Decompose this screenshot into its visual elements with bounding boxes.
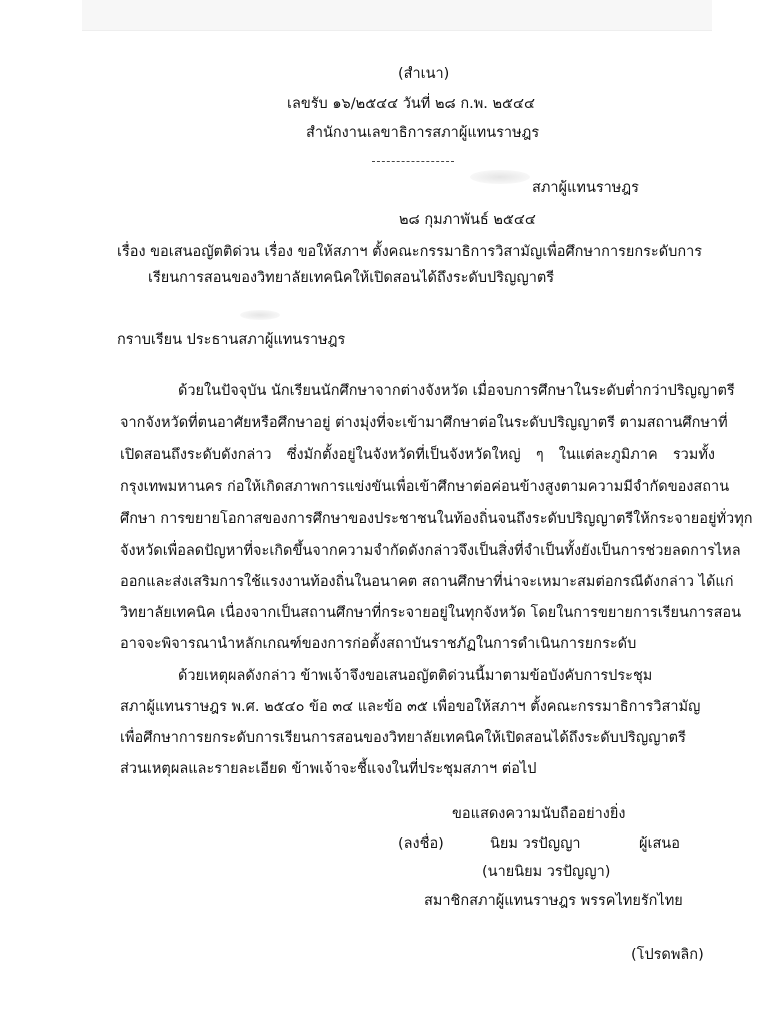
salutation: กราบเรียน ประธานสภาผู้แทนราษฎร bbox=[117, 332, 346, 348]
signer-position: สมาชิกสภาผู้แทนราษฎร พรรคไทยรักไทย bbox=[424, 893, 683, 909]
paragraph-line: ส่วนเหตุผลและรายละเอียด ข้าพเจ้าจะชี้แจงในที่ประชุมสภาฯ ต่อไป bbox=[120, 761, 537, 777]
paragraph-line: เปิดสอนถึงระดับดังกล่าว ซึ่งมักตั้งอยู่ในจังหวัดที่เป็นจังหวัดใหญ่ ๆ ในแต่ละภูมิภาค รวมทั้ง bbox=[120, 447, 715, 463]
paragraph-line: ด้วยเหตุผลดังกล่าว ข้าพเจ้าจึงขอเสนอญัตติด่วนนี้มาตามข้อบังคับการประชุม bbox=[178, 668, 653, 684]
paragraph-line: ออกและส่งเสริมการใช้แรงงานท้องถิ่นในอนาคต สถานศึกษาที่น่าจะเหมาะสมต่อกรณีดังกล่าว ได้แก่ bbox=[120, 574, 734, 590]
receiving-office: สำนักงานเลขาธิการสภาผู้แทนราษฎร bbox=[306, 125, 540, 141]
closing-phrase: ขอแสดงความนับถืออย่างยิ่ง bbox=[452, 806, 626, 822]
scan-smudge bbox=[240, 310, 280, 320]
scan-top-strip bbox=[82, 0, 712, 31]
proposer-role: ผู้เสนอ bbox=[639, 836, 680, 852]
paragraph-line: กรุงเทพมหานคร ก่อให้เกิดสภาพการแข่งขันเพื่อเข้าศึกษาต่อค่อนข้างสูงตามความมีจำกัดของสถาน bbox=[120, 479, 730, 495]
paragraph-line: ด้วยในปัจจุบัน นักเรียนนักศึกษาจากต่างจังหวัด เมื่อจบการศึกษาในระดับต่ำกว่าปริญญาตรี bbox=[178, 383, 735, 399]
paragraph-line: วิทยาลัยเทคนิค เนื่องจากเป็นสถานศึกษาที่กระจายอยู่ในทุกจังหวัด โดยในการขยายการเรียนการสอน bbox=[120, 605, 742, 621]
addressee-org: สภาผู้แทนราษฎร bbox=[532, 180, 639, 196]
subject-line-1: เรื่อง ขอเสนอญัตติด่วน เรื่อง ขอให้สภาฯ ตั้งคณะกรรมาธิการวิสามัญเพื่อศึกษาการยกระดับการ bbox=[117, 244, 703, 260]
subject-line-2: เรียนการสอนของวิทยาลัยเทคนิคให้เปิดสอนได้ถึงระดับปริญญาตรี bbox=[148, 270, 555, 286]
paragraph-line: จังหวัดเพื่อลดปัญหาที่จะเกิดขึ้นจากความจำกัดดังกล่าวจึงเป็นสิ่งที่จำเป็นทั้งยังเป็นการช่วยลดการไหล bbox=[120, 543, 741, 559]
paragraph-line: เพื่อศึกษาการยกระดับการเรียนการสอนของวิทยาลัยเทคนิคให้เปิดสอนได้ถึงระดับปริญญาตรี bbox=[120, 730, 686, 746]
receipt-number-line: เลขรับ ๑๖/๒๕๔๔ วันที่ ๒๘ ก.พ. ๒๕๔๔ bbox=[287, 96, 535, 112]
document-date: ๒๘ กุมภาพันธ์ ๒๕๔๔ bbox=[399, 212, 536, 228]
page-turn-note: (โปรดพลิก) bbox=[631, 947, 704, 963]
printed-name: (นายนิยม วรปัญญา) bbox=[482, 864, 611, 880]
scan-smudge bbox=[470, 170, 530, 184]
paragraph-line: สภาผู้แทนราษฎร พ.ศ. ๒๕๔๐ ข้อ ๓๔ และข้อ ๓๕ เพื่อขอให้สภาฯ ตั้งคณะกรรมาธิการวิสามัญ bbox=[120, 699, 701, 715]
separator-line bbox=[372, 161, 454, 162]
copy-mark: (สำเนา) bbox=[398, 66, 450, 82]
signer-name: นิยม วรปัญญา bbox=[490, 836, 581, 852]
paragraph-line: จากจังหวัดที่ตนอาศัยหรือศึกษาอยู่ ต่างมุ่งที่จะเข้ามาศึกษาต่อในระดับปริญญาตรี ตามสถานศึกษาที่ bbox=[120, 415, 728, 431]
paragraph-line: อาจจะพิจารณานำหลักเกณฑ์ของการก่อตั้งสถาบันราชภัฏในการดำเนินการยกระดับ bbox=[120, 636, 637, 652]
sign-label: (ลงชื่อ) bbox=[398, 836, 444, 852]
paragraph-line: ศึกษา การขยายโอกาสของการศึกษาของประชาชนในท้องถิ่นจนถึงระดับปริญญาตรีให้กระจายอยู่ทั่วทุก bbox=[120, 511, 753, 527]
